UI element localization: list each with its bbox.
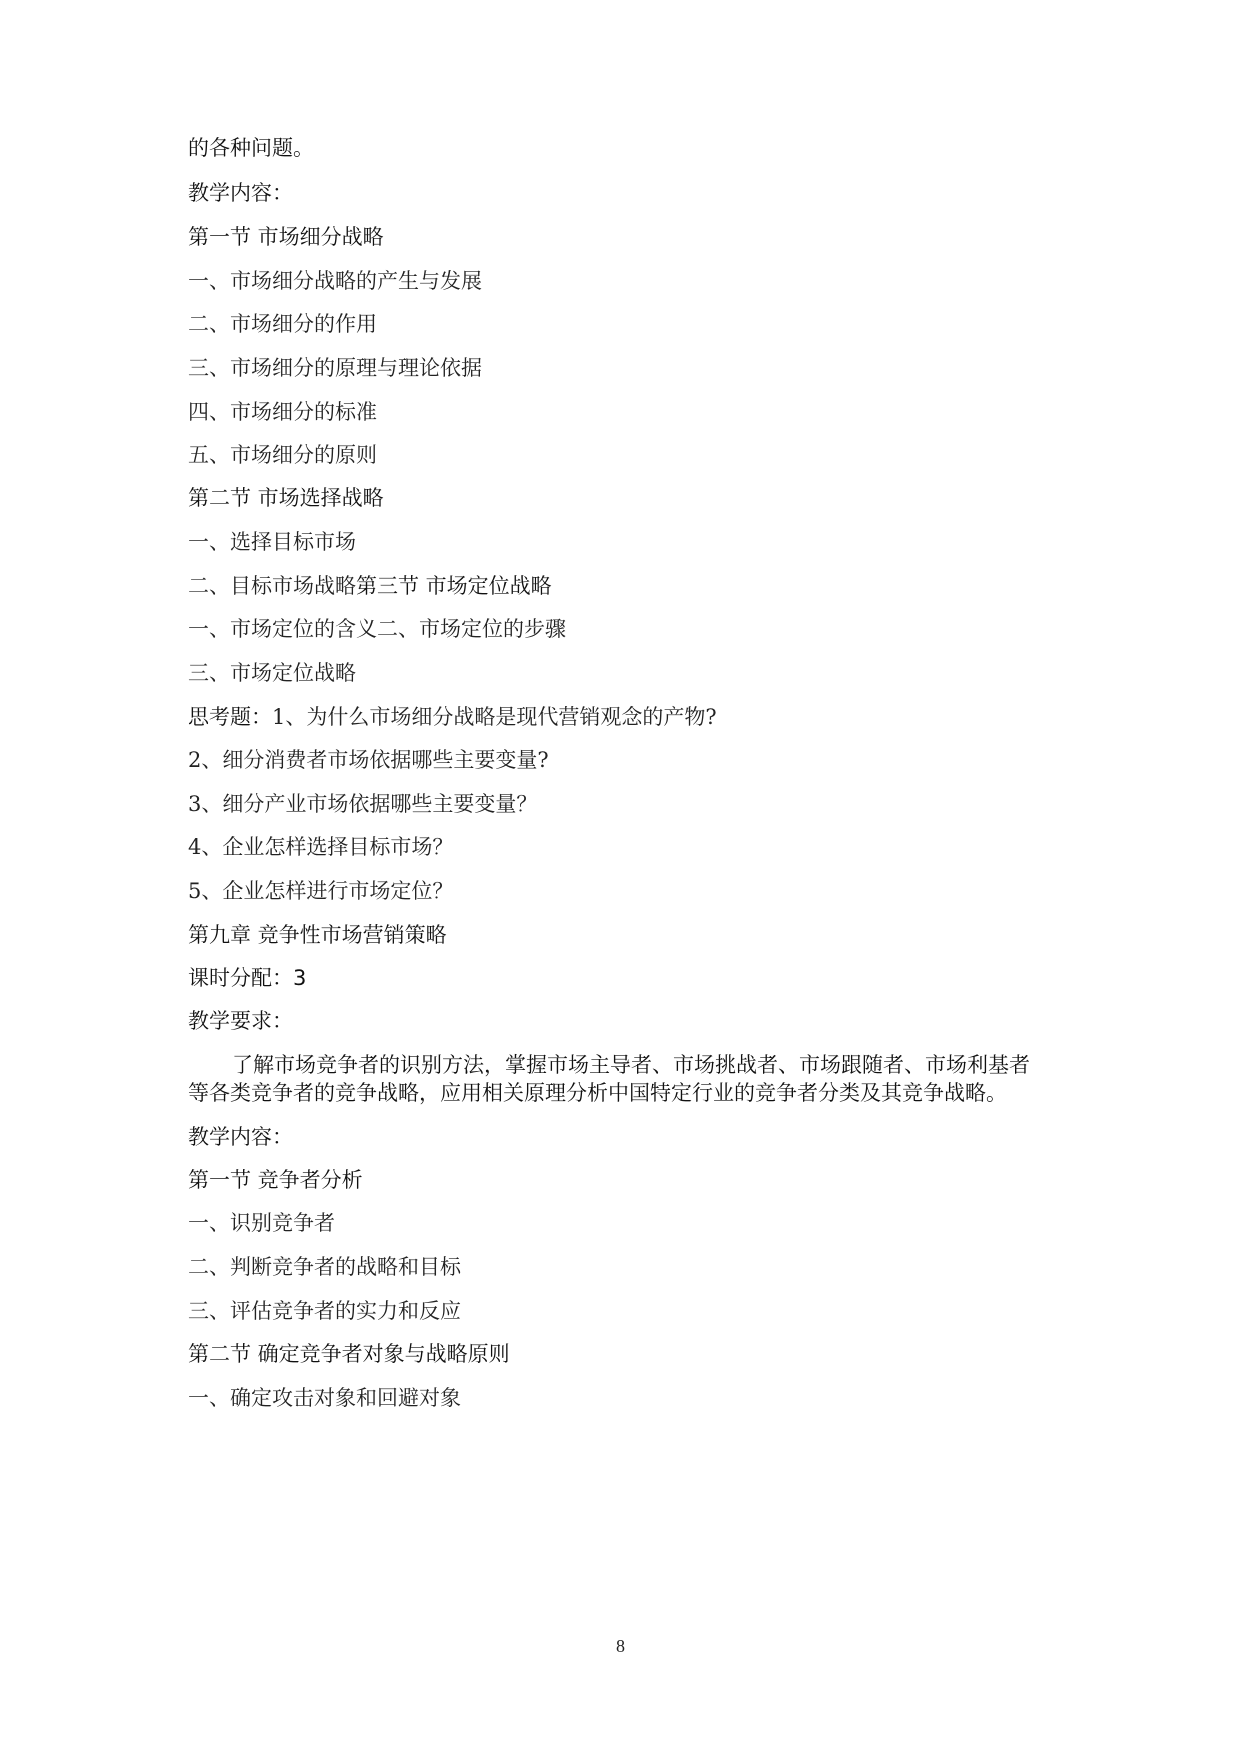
- list-item: 五、市场细分的原则: [188, 443, 377, 467]
- list-item: 二、目标市场战略: [188, 574, 356, 598]
- mixed-line: [188, 572, 552, 600]
- list-item: 二、市场细分的作用: [188, 312, 377, 336]
- list-item: 一、选择目标市场: [188, 530, 356, 554]
- section-heading: 第二节 市场选择战略: [188, 486, 384, 510]
- paragraph-text: 的各种问题。: [188, 136, 314, 160]
- paragraph-text: 等各类竞争者的竞争战略，应用相关原理分析中国特定行业的竞争者分类及其竞争战略。: [188, 1081, 1007, 1105]
- question-text: 2、细分消费者市场依据哪些主要变量?: [188, 748, 549, 772]
- section-heading: 第一节 市场细分战略: [188, 225, 384, 249]
- list-item: 一、市场细分战略的产生与发展: [188, 269, 482, 293]
- list-item: 四、市场细分的标准: [188, 400, 377, 424]
- section-label: 教学要求：: [188, 1009, 293, 1033]
- question-text: 5、企业怎样进行市场定位？: [188, 879, 454, 903]
- hours-allocation: 课时分配：3: [188, 966, 307, 990]
- list-item: 三、市场细分的原理与理论依据: [188, 356, 482, 380]
- question-line: [188, 703, 717, 731]
- chapter-heading: 第九章 竞争性市场营销策略: [188, 923, 447, 947]
- question-text: 4、企业怎样选择目标市场？: [188, 835, 454, 859]
- question-text: 3、细分产业市场依据哪些主要变量？: [188, 792, 538, 816]
- section-heading: 第三节 市场定位战略: [356, 574, 552, 598]
- page-number: 8: [616, 1636, 625, 1656]
- section-label: 教学内容：: [188, 181, 293, 205]
- list-item: 一、识别竞争者: [188, 1211, 335, 1235]
- list-item: 一、确定攻击对象和回避对象: [188, 1386, 461, 1410]
- section-heading: 第二节 确定竞争者对象与战略原则: [188, 1342, 510, 1366]
- list-item: 三、评估竞争者的实力和反应: [188, 1299, 461, 1323]
- list-item: 一、市场定位的含义二、市场定位的步骤: [188, 617, 566, 641]
- section-label: 教学内容：: [188, 1125, 293, 1149]
- section-heading: 第一节 竞争者分析: [188, 1168, 363, 1192]
- list-item: 三、市场定位战略: [188, 661, 356, 685]
- question-label: 思考题：: [188, 705, 272, 729]
- question-text: 1、为什么市场细分战略是现代营销观念的产物?: [272, 705, 717, 729]
- paragraph-text: 了解市场竞争者的识别方法，掌握市场主导者、市场挑战者、市场跟随者、市场利基者: [232, 1053, 1030, 1077]
- list-item: 二、判断竞争者的战略和目标: [188, 1255, 461, 1279]
